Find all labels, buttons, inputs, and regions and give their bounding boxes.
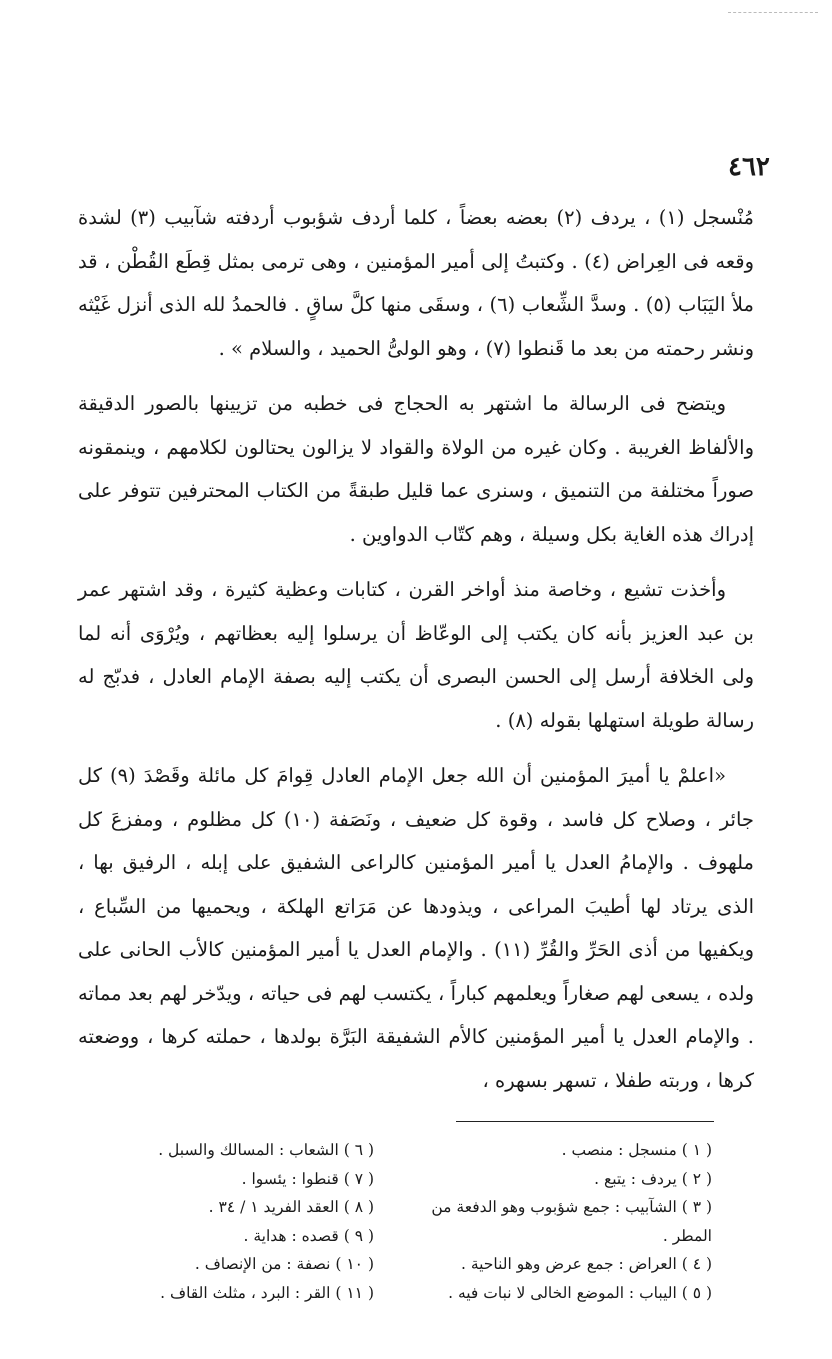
footnote: ( ٥ ) اليباب : الموضع الخالى لا نبات فيه . xyxy=(448,1283,712,1302)
quoted-letter: «اعلمْ يا أميرَ المؤمنين أن الله جعل الإمام العادل قِوامَ كل مائلة وقَصْدَ (٩) كل جائر ، وصلاح كل فاسد ، وقوة كل ضعيف ، ونَصَفة (١٠) كل مظلوم ، ومفزعَ كل ملهوف . والإمامُ العدل يا أمير المؤمنين كالراعى الشفيق على إبله ، الرفيق بها ، الذى يرتاد لها أطيبَ المراعى ، ويذودها عن مَرَاتع الهلكة ، ويحميها من السِّباع ، ويكفيها من أذى الحَرِّ والقُرِّ (١١) . والإمام العدل يا أمير المؤمنين كالأب الحانى على ولده ، يسعى لهم صغاراً ويعلمهم كباراً ، يكتسب لهم فى حياته ، ويدّخر لهم بعد مماته . والإمام العدل يا أمير المؤمنين كالأم الشفيقة البَرَّة بولدها ، حملته كرها ، ووضعته كرها ، وربته طفلا ، تسهر بسهره ، xyxy=(78,764,755,1092)
footnote: ( ٧ ) قنطوا : يئسوا . xyxy=(241,1169,374,1188)
paragraph: ويتضح فى الرسالة ما اشتهر به الحجاج فى خطبه من تزيينها بالصور الدقيقة والألفاظ الغريبة . وكان غيره من الولاة والقواد لا يزالون يحتالون لكلامهم ، وينمقونه صوراً مختلفة من التنميق ، وسنرى عما قليل طبقةً من الكتاب المحترفين تتوفر على إدراك هذه الغاية بكل وسيلة ، وهم كتّاب الدواوين . xyxy=(78,392,754,546)
footnote: ( ٢ ) يردف : يتبع . xyxy=(594,1169,712,1188)
footnote: ( ٤ ) العراض : جمع عرض وهو الناحية . xyxy=(460,1255,712,1273)
footnote: ( ٩ ) قصده : هداية . xyxy=(243,1226,374,1245)
footnote: ( ١٠ ) نصفة : من الإنصاف . xyxy=(194,1255,374,1273)
footnotes-right-column xyxy=(424,1136,712,1307)
page-number: ٤٦٢ xyxy=(728,152,770,182)
body-text xyxy=(78,196,754,1114)
footnote: ( ٦ ) الشعاب : المسالك والسبل . xyxy=(158,1141,374,1159)
footnote: ( ١١ ) القر : البرد ، مثلث القاف . xyxy=(160,1283,374,1302)
footnote: ( ٣ ) الشآبيب : جمع شؤبوب وهو الدفعة من المطر . xyxy=(431,1198,712,1245)
footnote: ( ٨ ) العقد الفريد ١ / ٣٤ . xyxy=(208,1198,374,1216)
footnotes-left-column xyxy=(84,1136,374,1307)
paragraph: وأخذت تشيع ، وخاصة منذ أواخر القرن ، كتابات وعظية كثيرة ، وقد اشتهر عمر بن عبد العزيز بأنه كان يكتب إلى الوعّاظ أن يرسلوا إليه بعظاتهم ، ويُرْوَى أنه لما ولى الخلافة أرسل إلى الحسن البصرى أن يكتب إليه بصفة الإمام العادل ، فدبّج له رسالة طويلة استهلها بقوله (٨) . xyxy=(78,578,754,732)
footnote: ( ١ ) منسجل : منصب . xyxy=(561,1141,712,1159)
paragraph: مُنْسجل (١) ، يردف (٢) بعضه بعضاً ، كلما أردف شؤبوب أردفته شآبيب (٣) لشدة وقعه فى العِراض (٤) . وكتبتُ إلى أمير المؤمنين ، وهى ترمى بمثل قِطَع القُطْن ، قد ملأ اليَبَاب (٥) . وسدَّ الشِّعاب (٦) ، وسقَى منها كلَّ ساقٍ . فالحمدُ لله الذى أنزل غَيْثه ونشر رحمته من بعد ما قَنطوا (٧) ، وهو الولىُّ الحميد ، والسلام » . xyxy=(78,206,754,360)
scan-mark xyxy=(728,12,818,14)
footnote-divider xyxy=(456,1121,714,1122)
